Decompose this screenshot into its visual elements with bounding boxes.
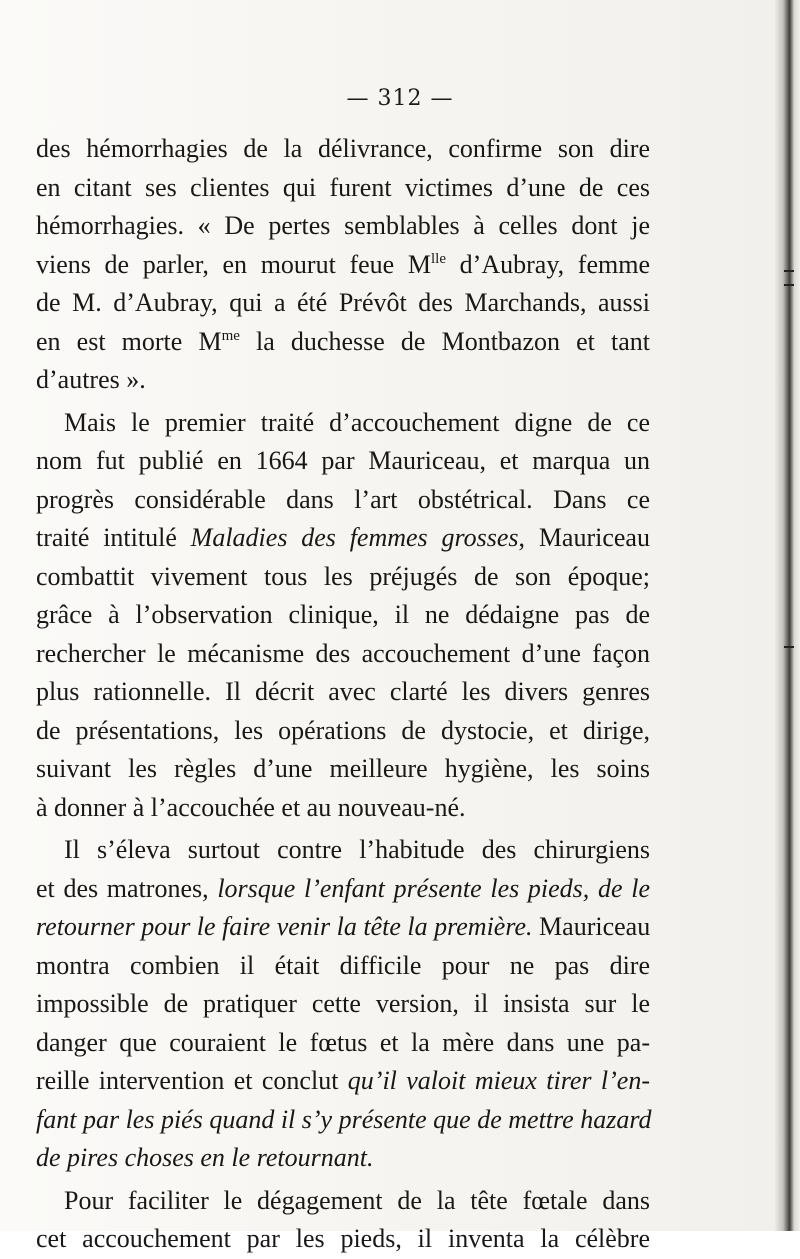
text-line <box>36 673 650 712</box>
text-span: traité intitulé <box>36 523 191 552</box>
italic-text: fant par les piés quand il s’y présente que de mettre hazard <box>36 1104 652 1134</box>
text-span: , Mauriceau <box>518 523 650 552</box>
text-line <box>36 1101 650 1140</box>
text-line <box>36 1024 650 1063</box>
text-line <box>36 831 650 870</box>
text-span: impossible de pratiquer cette version, il insista sur le <box>36 989 650 1018</box>
italic-text: Maladies des femmes grosses <box>190 523 519 552</box>
text-span: plus rationnelle. Il décrit avec clarté les divers genres <box>36 677 650 706</box>
text-span: nom fut publié en 1664 par Mauriceau, et marqua un <box>36 446 650 475</box>
text-line <box>36 442 650 481</box>
text-span: la duchesse de Montbazon et tant <box>239 326 650 356</box>
text-span: reille intervention et conclut <box>36 1066 348 1095</box>
text-span: et des matrones, <box>36 873 218 903</box>
page-edge <box>774 0 800 1231</box>
text-span: danger que couraient le fœtus et la mère dans une pa- <box>36 1027 650 1057</box>
text-line <box>36 1220 650 1259</box>
text-span: montra combien il était difficile pour ne pas dire <box>36 950 650 980</box>
text-line <box>36 519 650 558</box>
text-line <box>36 246 650 285</box>
text-span: des hémorrhagies de la délivrance, confirme son dire <box>36 134 650 163</box>
text-line <box>36 558 650 597</box>
text-span: en citant ses clientes qui furent victimes d’une de ces <box>36 172 650 202</box>
text-line <box>36 481 650 520</box>
text-span: cet accouchement par les pieds, il inventa la célèbre <box>36 1224 650 1253</box>
italic-text: lorsque l’enfant présente les pieds, de le <box>217 873 650 903</box>
text-line <box>36 635 650 674</box>
text-line <box>36 361 650 400</box>
text-span: à donner à l’accouchée et au nouveau-né. <box>36 792 466 822</box>
text-span: d’Aubray, femme <box>446 249 650 279</box>
text-line <box>36 947 650 986</box>
text-span: rechercher le mécanisme des accouchement d’une façon <box>36 638 650 668</box>
text-span: suivant les règles d’une meilleure hygiène, les soins <box>36 754 650 783</box>
text-line <box>36 712 650 751</box>
text-span: de M. d’Aubray, qui a été Prévôt des Marchands, aussi <box>36 288 650 317</box>
text-line <box>36 750 650 789</box>
italic-text: de pires choses en le retournant. <box>36 1143 374 1172</box>
text-line <box>36 1062 650 1101</box>
text-line <box>36 323 650 362</box>
text-span: hémorrhagies. « De pertes semblables à celles dont je <box>36 211 650 240</box>
page-number: — 312 — <box>346 86 454 111</box>
text-line <box>36 1139 650 1178</box>
text-span: Pour faciliter le dégagement de la tête fœtale dans <box>64 1185 650 1215</box>
text-line <box>36 207 650 246</box>
italic-text: retourner pour le faire venir la tête la première. <box>36 912 533 941</box>
body-text <box>36 130 650 1259</box>
text-line <box>36 789 650 828</box>
superscript: lle <box>431 250 447 267</box>
text-line <box>36 985 650 1024</box>
text-span: en est morte M <box>36 326 222 356</box>
text-line <box>36 908 650 947</box>
text-line <box>36 1182 650 1221</box>
text-line <box>36 284 650 323</box>
text-span: combattit vivement tous les préjugés de son époque; <box>36 561 650 591</box>
text-span: viens de parler, en mourut feue M <box>36 249 432 279</box>
text-span: grâce à l’observation clinique, il ne dédaigne pas de <box>36 600 650 629</box>
text-span: Mauriceau <box>532 912 651 941</box>
text-span: Mais le premier traité d’accouchement digne de ce <box>64 407 650 437</box>
text-line <box>36 870 650 909</box>
text-span: Il s’éleva surtout contre l’habitude des chirurgiens <box>64 835 650 864</box>
text-span: progrès considérable dans l’art obstétrical. Dans ce <box>36 484 650 514</box>
italic-text: qu’il valoit mieux tirer l’en- <box>347 1066 650 1095</box>
text-line <box>36 404 650 443</box>
superscript: me <box>221 327 240 344</box>
text-line <box>36 596 650 635</box>
text-line <box>36 169 650 208</box>
text-line <box>36 130 650 169</box>
text-span: d’autres ». <box>36 365 146 394</box>
text-span: de présentations, les opérations de dystocie, et dirige, <box>36 715 650 745</box>
